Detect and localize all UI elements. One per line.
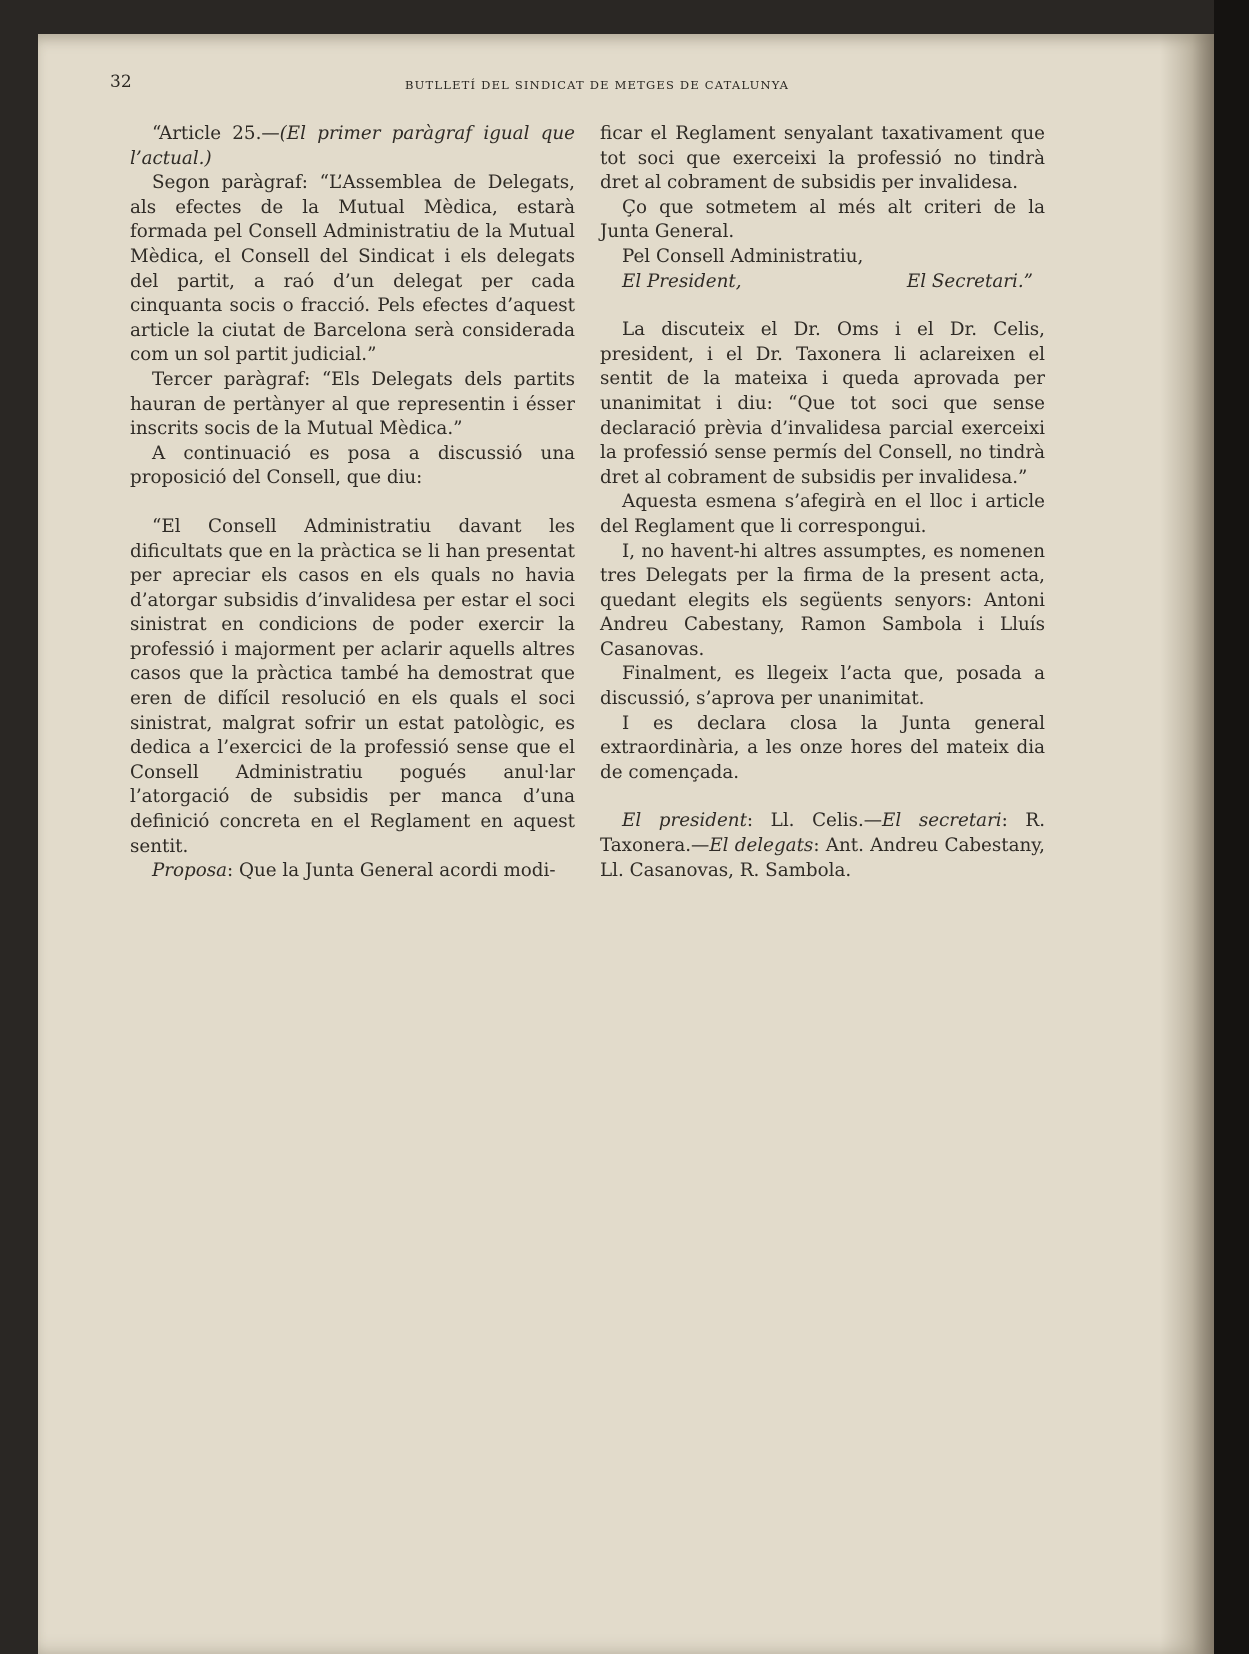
signature-president: El President, xyxy=(622,270,742,292)
paragraph-council-sign: Pel Consell Administratiu, xyxy=(622,245,864,267)
page-header xyxy=(110,72,1110,102)
page-edge xyxy=(1214,0,1249,1654)
right-column xyxy=(600,122,1045,883)
left-column xyxy=(130,122,575,884)
paragraph-submit: Ço que sotmetem al més alt criteri de la Junta General. xyxy=(600,196,1045,243)
page-curl-shadow xyxy=(1160,34,1214,1654)
running-head: BUTLLETÍ DEL SINDICAT DE METGES DE CATALUNYA xyxy=(405,78,790,92)
paragraph-amendment: Aquesta esmena s’afegirà en el lloc i article del Reglament que li correspongui. xyxy=(600,491,1045,537)
paragraph-proposal-intro: A continuació es posa a discussió una proposició del Consell, que diu: xyxy=(130,442,575,489)
paragraph-signatories: El president: Ll. Celis.—El secretari: R. Taxonera.—El delegats: Ant. Andreu Cabestany, Ll. Casanovas, R. Sambola. xyxy=(600,810,1045,881)
paragraph-proposa: Proposa: Que la Junta General acordi modi- xyxy=(152,860,556,882)
paragraph-third: Tercer paràgraf: “Els Delegats dels partits hauran de pertànyer al que representin i ésser inscrits socis de la Mutual Mèdica.” xyxy=(130,368,575,440)
paragraph-minutes: Finalment, es llegeix l’acta que, posada a discussió, s’aprova per unanimitat. xyxy=(600,663,1045,710)
paragraph-closing: I es declara closa la Junta general extraordinària, a les onze hores del mateix dia de començada. xyxy=(600,712,1045,783)
paragraph-second: Segon paràgraf: “L’Assemblea de Delegats, als efectes de la Mutual Mèdica, estarà formada pel Consell Administratiu de la Mutual Mèdica, el Consell del Sindicat i els delegats del partit, a raó d’un delegat per cada cinquanta socis o fracció. Pels efectes d’aquest article la ciutat de Barcelona serà considerada com un sol partit judicial.” xyxy=(130,172,575,366)
page-number: 32 xyxy=(110,72,132,92)
signature-line xyxy=(600,270,1045,295)
paragraph-delegates: I, no havent-hi altres assumptes, es nomenen tres Delegats per la firma de la present acta, quedant elegits els següents senyors: Antoni Andreu Cabestany, Ramon Sambola i Lluís Casanovas. xyxy=(600,540,1045,660)
signature-secretary: El Secretari.” xyxy=(906,270,1033,292)
paragraph-article-25: “Article 25.—(El primer paràgraf igual que l’actual.) xyxy=(130,123,575,169)
paragraph-council-proposal: “El Consell Administratiu davant les dificultats que en la pràctica se li han presentat per apreciar els casos en els quals no havia d’atorgar subsidis d’invalidesa per estar el soci sinistrat en condicions de poder exercir la professió i majorment per aclarir aquells altres casos que la pràctica també ha demostrat que eren de difícil resolució en els quals el soci sinistrat, malgrat sofrir un estat patològic, es dedica a l’exercici de la professió sense que el Consell Administratiu pogués anul·lar l’atorgació de subsidis per manca d’una definició concreta en el Reglament en aquest sentit. xyxy=(130,515,575,857)
paragraph-continuation: ficar el Reglament senyalant taxativament que tot soci que exerceixi la professió no tindrà dret al cobrament de subsidis per invalidesa. xyxy=(600,123,1045,194)
paragraph-discussion: La discuteix el Dr. Oms i el Dr. Celis, president, i el Dr. Taxonera li aclareixen el sentit de la mateixa i queda aprovada per unanimitat i diu: “Que tot soci que sense declaració prèvia d’invalidesa parcial exerceixi la professió sense permís del Consell, no tindrà dret al cobrament de subsidis per invalidesa.” xyxy=(600,319,1045,488)
